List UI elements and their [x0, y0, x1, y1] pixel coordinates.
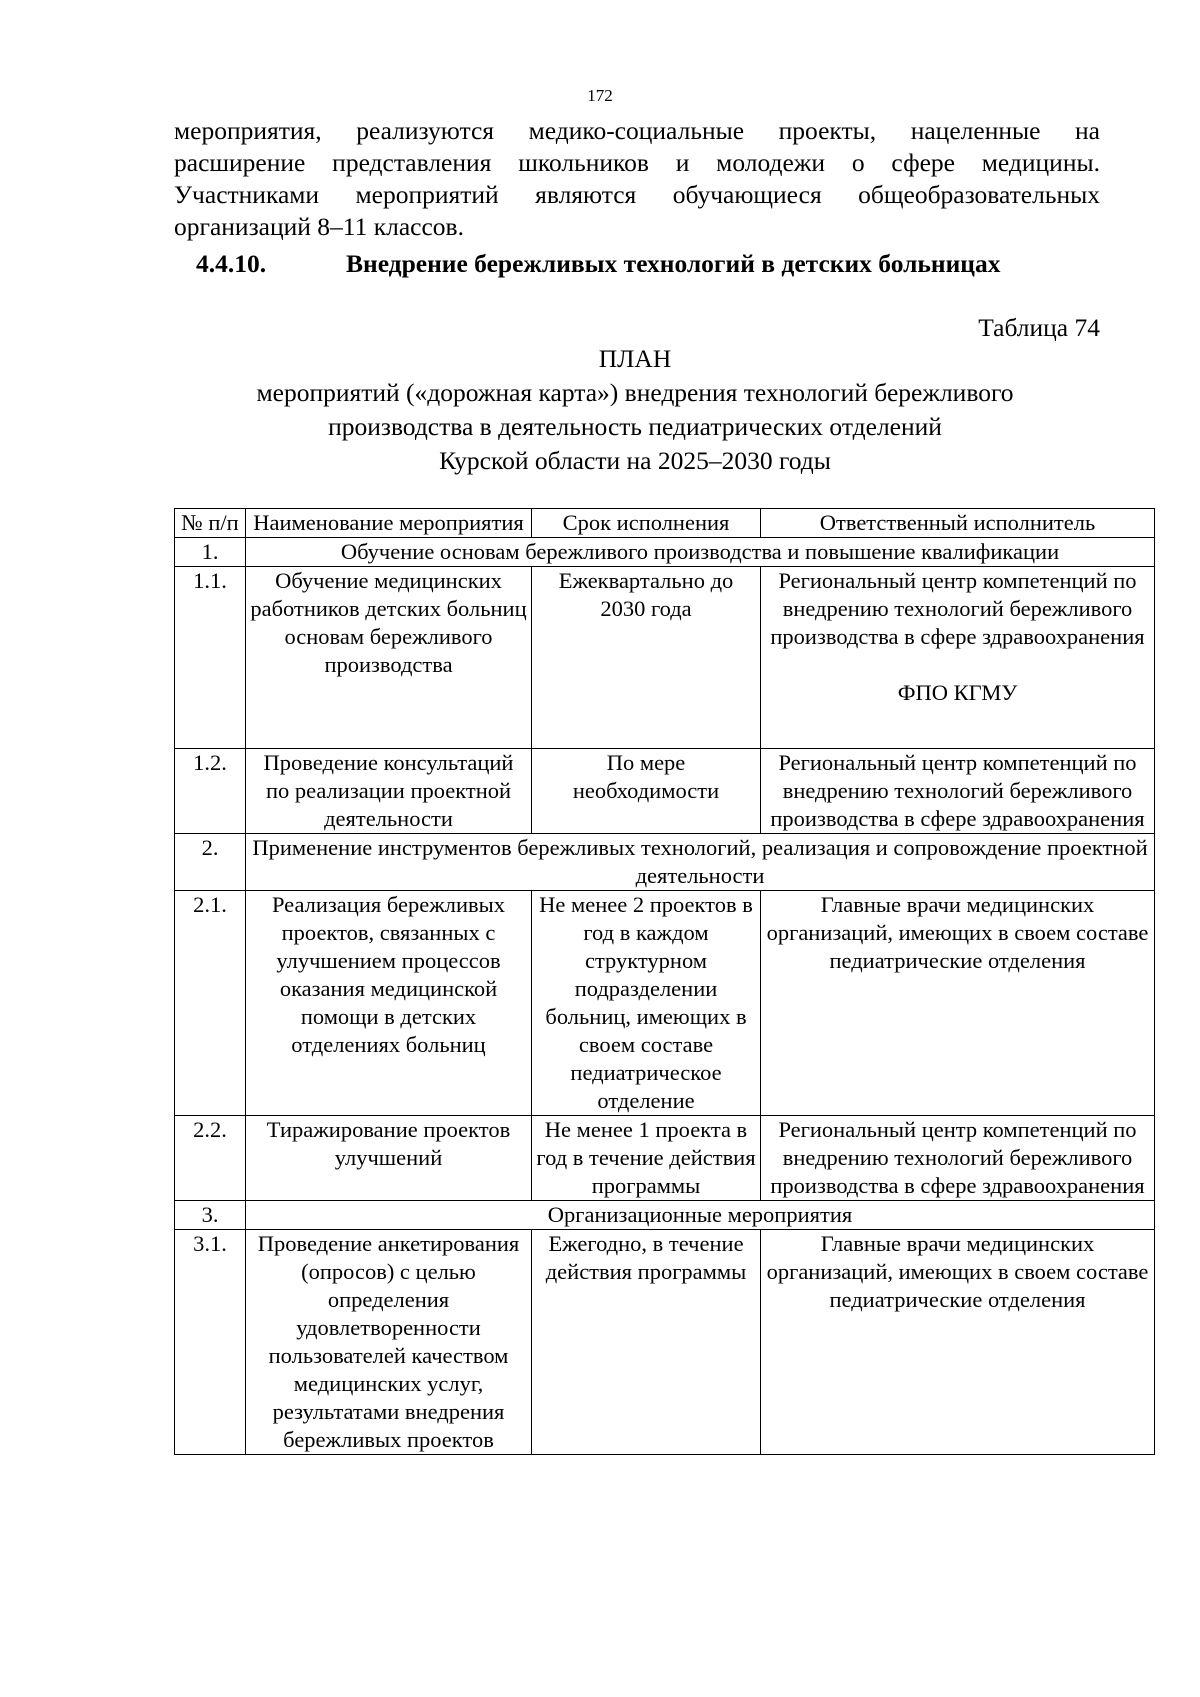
- intro-line: расширение представления школьников и молодежи о сфере медицины.: [174, 148, 1100, 177]
- row-responsible: Региональный центр компетенций по внедрению технологий бережливого производства в сфере здравоохранения: [761, 749, 1155, 834]
- table-section-row: [175, 834, 1155, 891]
- row-term: Не менее 1 проекта в год в течение действия программы: [532, 1116, 761, 1201]
- table-row: [175, 1116, 1155, 1201]
- header-responsible: Ответственный исполнитель: [761, 509, 1155, 538]
- table-row: [175, 567, 1155, 749]
- section-heading: [196, 249, 1100, 279]
- row-num: 2.: [175, 834, 246, 891]
- plan-title-main: ПЛАН: [598, 344, 672, 373]
- row-term: Не менее 2 проектов в год в каждом структурном подразделении больниц, имеющих в своем составе педиатрическое отделение: [532, 891, 761, 1116]
- row-term: Ежегодно, в течение действия программы: [532, 1230, 761, 1455]
- row-name: Проведение консультаций по реализации проектной деятельности: [246, 749, 532, 834]
- row-num: 3.1.: [175, 1230, 246, 1455]
- row-responsible: [761, 567, 1155, 749]
- responsible-extra: ФПО КГМУ: [897, 680, 1018, 705]
- row-num: 1.: [175, 538, 246, 567]
- table-row: [175, 1230, 1155, 1455]
- intro-line: Участниками мероприятий являются обучающиеся общеобразовательных: [174, 180, 1100, 209]
- intro-line: организаций 8–11 классов.: [174, 212, 464, 241]
- table-section-row: [175, 1201, 1155, 1230]
- section-title: Внедрение бережливых технологий в детских больницах: [346, 249, 1001, 278]
- row-term: Ежеквартально до 2030 года: [532, 567, 761, 749]
- row-responsible: Главные врачи медицинских организаций, имеющих в своем составе педиатрические отделения: [761, 1230, 1155, 1455]
- header-num: № п/п: [175, 509, 246, 538]
- plan-title-line: мероприятий («дорожная карта») внедрения технологий бережливого: [256, 378, 1014, 407]
- table-header-row: [175, 509, 1155, 538]
- section-row-title: Организационные мероприятия: [246, 1201, 1155, 1230]
- table-row: [175, 749, 1155, 834]
- section-row-title: Применение инструментов бережливых технологий, реализация и сопровождение проектной деятельности: [246, 834, 1155, 891]
- row-num: 1.1.: [175, 567, 246, 749]
- page-number: 172: [587, 86, 613, 105]
- row-name: Тиражирование проектов улучшений: [246, 1116, 532, 1201]
- row-num: 3.: [175, 1201, 246, 1230]
- row-num: 2.2.: [175, 1116, 246, 1201]
- intro-paragraph: [174, 115, 1100, 243]
- plan-title-line: производства в деятельность педиатрических отделений: [328, 412, 942, 441]
- plan-title: [0, 342, 1200, 478]
- row-responsible: Главные врачи медицинских организаций, имеющих в своем составе педиатрические отделения: [761, 891, 1155, 1116]
- row-term: По мере необходимости: [532, 749, 761, 834]
- table-section-row: [175, 538, 1155, 567]
- intro-line: мероприятия, реализуются медико-социальные проекты, нацеленные на: [174, 116, 1100, 145]
- row-num: 1.2.: [175, 749, 246, 834]
- section-row-title: Обучение основам бережливого производства и повышение квалификации: [246, 538, 1155, 567]
- table-row: [175, 891, 1155, 1116]
- plan-table: [174, 508, 1155, 1455]
- row-name: Обучение медицинских работников детских больниц основам бережливого производства: [246, 567, 532, 749]
- header-name: Наименование мероприятия: [246, 509, 532, 538]
- table-label: Таблица 74: [978, 313, 1100, 342]
- header-term: Срок исполнения: [532, 509, 761, 538]
- plan-title-line: Курской области на 2025–2030 годы: [439, 446, 831, 475]
- responsible-text: Региональный центр компетенций по внедрению технологий бережливого производства в сфере здравоохранения: [770, 568, 1145, 649]
- row-name: Проведение анкетирования (опросов) с целью определения удовлетворенности пользователей качеством медицинских услуг, результатами внедрения бережливых проектов: [246, 1230, 532, 1455]
- row-name: Реализация бережливых проектов, связанных с улучшением процессов оказания медицинской помощи в детских отделениях больниц: [246, 891, 532, 1116]
- row-num: 2.1.: [175, 891, 246, 1116]
- row-responsible: Региональный центр компетенций по внедрению технологий бережливого производства в сфере здравоохранения: [761, 1116, 1155, 1201]
- section-number: 4.4.10.: [196, 249, 267, 278]
